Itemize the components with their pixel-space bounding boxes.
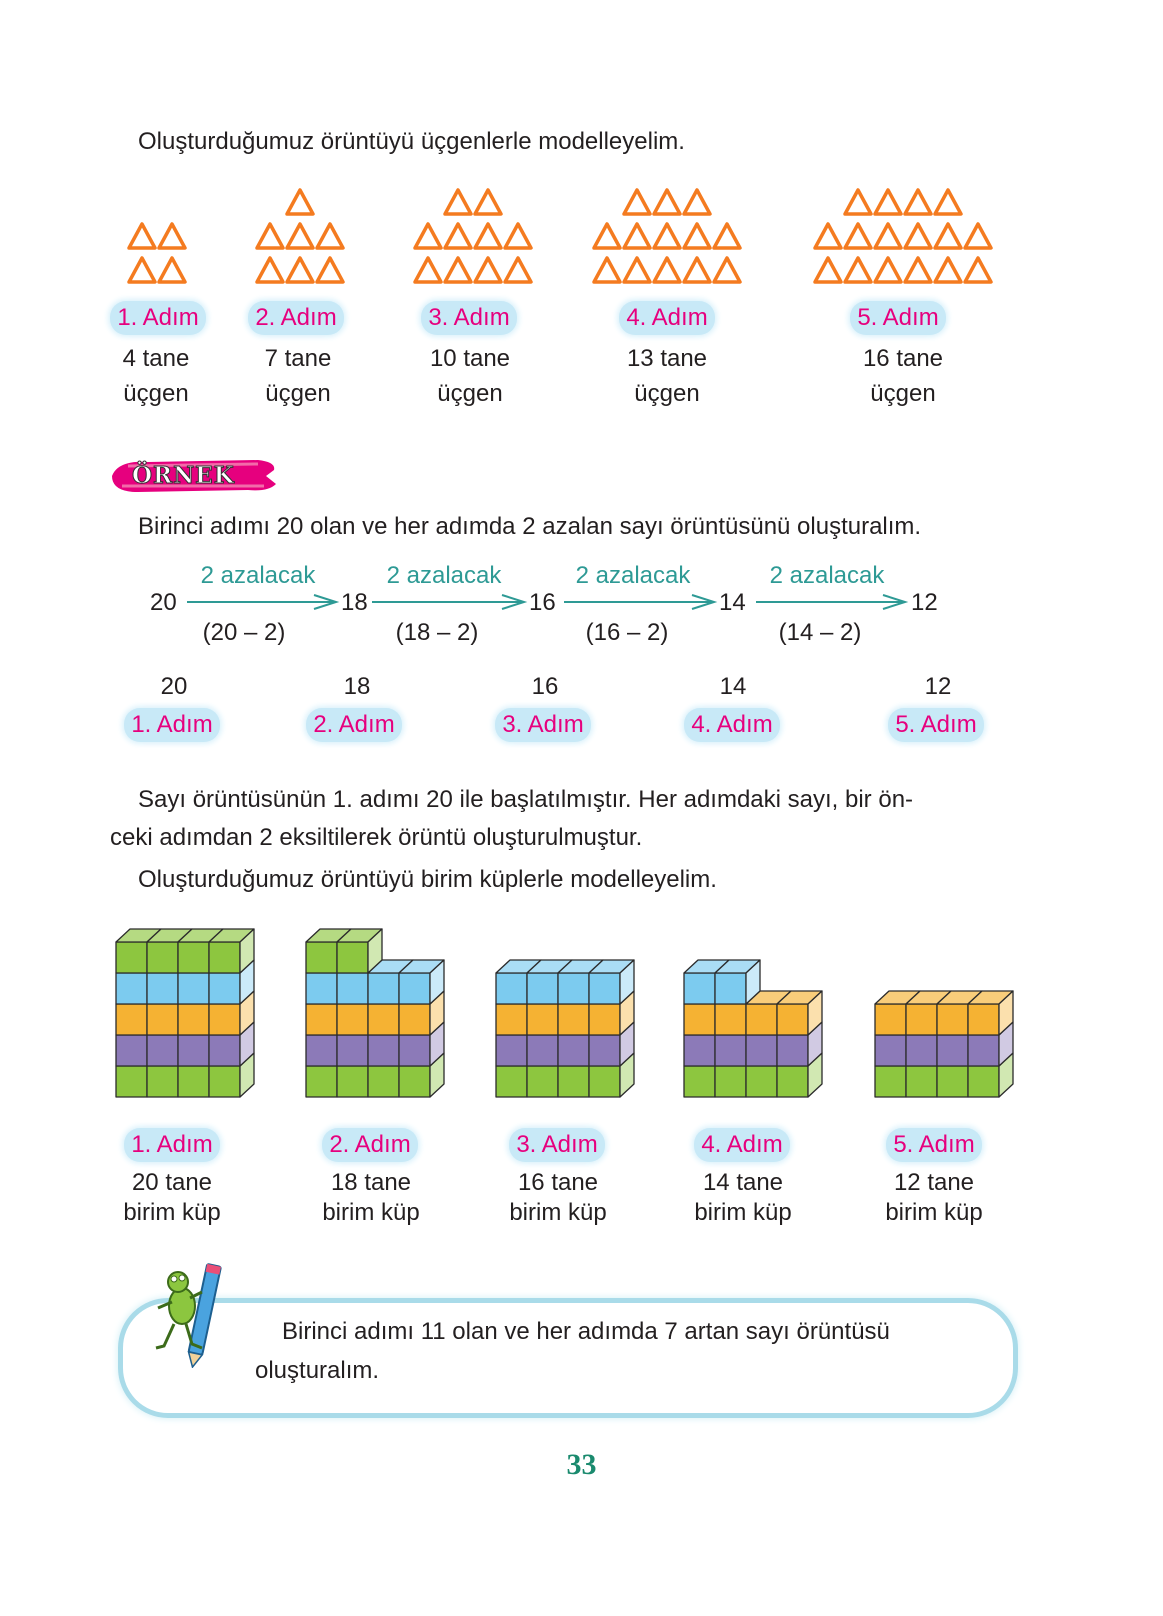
step-value-2: 18 xyxy=(343,673,371,700)
triangle-count-2: 7 tane üçgen xyxy=(264,345,332,407)
step-value-1: 20 xyxy=(160,673,188,700)
cube-count-5: 12 tane birim küp xyxy=(885,1169,983,1226)
unit-cube xyxy=(178,1035,209,1066)
page-number: 33 xyxy=(566,1448,597,1481)
unit-cube xyxy=(937,1035,968,1066)
step-value-5: 12 xyxy=(924,673,952,700)
unit-cube xyxy=(306,1035,337,1066)
unit-cube xyxy=(968,1004,999,1035)
example-text: Birinci adımı 20 olan ve her adımda 2 azalan sayı örüntüsünü oluşturalım. xyxy=(138,513,922,540)
unit-cube xyxy=(306,973,337,1004)
unit-cube xyxy=(116,1035,147,1066)
task-frame xyxy=(118,1298,1018,1418)
unit-cube xyxy=(777,1035,808,1066)
step-badge-3: 3. Adım xyxy=(421,301,517,335)
unit-cube xyxy=(178,1066,209,1097)
unit-cube xyxy=(715,1004,746,1035)
step-badge-1: 1. Adım xyxy=(110,301,206,335)
cube-badge-3: 3. Adım xyxy=(509,1128,605,1162)
sequence-number-4: 14 xyxy=(719,589,746,616)
unit-cube xyxy=(337,1035,368,1066)
unit-cube xyxy=(684,973,715,1004)
triangle-count-4: 13 tane üçgen xyxy=(626,345,708,407)
step-badge-2: 2. Adım xyxy=(248,301,344,335)
unit-cube xyxy=(209,942,240,973)
cube-stack-2 xyxy=(306,929,444,1097)
unit-cube xyxy=(715,973,746,1004)
unit-cube xyxy=(337,942,368,973)
unit-cube xyxy=(527,1066,558,1097)
cube-count-3: 16 tane birim küp xyxy=(509,1169,607,1226)
unit-cube xyxy=(147,1004,178,1035)
unit-cube xyxy=(116,1066,147,1097)
unit-cube xyxy=(337,1004,368,1035)
unit-cube xyxy=(209,1066,240,1097)
unit-cube xyxy=(337,1066,368,1097)
unit-cube xyxy=(906,1004,937,1035)
cube-badge-5: 5. Adım xyxy=(886,1128,982,1162)
unit-cube xyxy=(399,1004,430,1035)
unit-cube xyxy=(777,1066,808,1097)
unit-cube xyxy=(147,1066,178,1097)
task-text-line-2: oluşturalım. xyxy=(255,1357,380,1384)
explanation-line-1: Sayı örüntüsünün 1. adımı 20 ile başlatılmıştır. Her adımdaki sayı, bir ön- xyxy=(138,786,914,813)
sequence-badge-5: 5. Adım xyxy=(888,708,984,742)
arrow-label-2: 2 azalacak xyxy=(386,562,502,589)
unit-cube xyxy=(746,1066,777,1097)
unit-cube xyxy=(875,1066,906,1097)
arrow-label-4: 2 azalacak xyxy=(769,562,885,589)
unit-cube xyxy=(589,1004,620,1035)
unit-cube xyxy=(558,973,589,1004)
unit-cube xyxy=(306,942,337,973)
unit-cube xyxy=(906,1035,937,1066)
frog-with-pencil-icon xyxy=(148,1258,228,1368)
unit-cube xyxy=(147,1035,178,1066)
triangle-count-5: 16 tane üçgen xyxy=(862,345,944,407)
unit-cube xyxy=(116,1004,147,1035)
unit-cube xyxy=(209,1004,240,1035)
unit-cube xyxy=(496,1066,527,1097)
task-text-line-1: Birinci adımı 11 olan ve her adımda 7 artan sayı örüntüsü xyxy=(282,1318,890,1345)
explanation-line-2: ceki adımdan 2 eksiltilerek örüntü oluşturulmuştur. xyxy=(110,824,643,851)
step-value-3: 16 xyxy=(531,673,559,700)
unit-cube xyxy=(937,1004,968,1035)
unit-cube xyxy=(399,1035,430,1066)
sequence-number-3: 16 xyxy=(529,589,556,616)
cube-badge-2: 2. Adım xyxy=(322,1128,418,1162)
sequence-number-5: 12 xyxy=(911,589,938,616)
unit-cube xyxy=(368,1066,399,1097)
unit-cube xyxy=(558,1004,589,1035)
step-badge-4: 4. Adım xyxy=(619,301,715,335)
unit-cube xyxy=(746,1004,777,1035)
unit-cube xyxy=(875,1035,906,1066)
sequence-badge-1: 1. Adım xyxy=(124,708,220,742)
step-value-4: 14 xyxy=(719,673,747,700)
unit-cube xyxy=(368,1004,399,1035)
sequence-number-1: 20 xyxy=(150,589,177,616)
unit-cube xyxy=(875,1004,906,1035)
cube-stack-1 xyxy=(116,929,254,1097)
cube-badge-4: 4. Adım xyxy=(694,1128,790,1162)
intro-cubes-text: Oluşturduğumuz örüntüyü birim küplerle modelleyelim. xyxy=(138,866,717,893)
cube-count-1: 20 tane birim küp xyxy=(123,1169,221,1226)
unit-cube xyxy=(684,1066,715,1097)
operation-1: (20 – 2) xyxy=(202,619,286,646)
unit-cube xyxy=(527,973,558,1004)
sequence-badge-4: 4. Adım xyxy=(684,708,780,742)
operation-3: (16 – 2) xyxy=(585,619,669,646)
sequence-number-2: 18 xyxy=(341,589,368,616)
cube-badge-1: 1. Adım xyxy=(124,1128,220,1162)
triangle-count-1: 4 tane üçgen xyxy=(122,345,190,407)
unit-cube xyxy=(968,1066,999,1097)
unit-cube xyxy=(399,1066,430,1097)
unit-cube xyxy=(906,1066,937,1097)
unit-cube xyxy=(116,942,147,973)
cube-stack-4 xyxy=(684,960,822,1097)
unit-cube xyxy=(178,973,209,1004)
step-badge-5: 5. Adım xyxy=(850,301,946,335)
unit-cube xyxy=(777,1004,808,1035)
cube-stack-5 xyxy=(875,991,1013,1097)
unit-cube xyxy=(496,1004,527,1035)
unit-cube xyxy=(147,942,178,973)
unit-cube xyxy=(209,1035,240,1066)
operation-2: (18 – 2) xyxy=(395,619,479,646)
unit-cube xyxy=(937,1066,968,1097)
example-label: ÖRNEK xyxy=(132,462,235,489)
unit-cube xyxy=(368,1035,399,1066)
unit-cube xyxy=(527,1035,558,1066)
unit-cube xyxy=(399,973,430,1004)
unit-cube xyxy=(715,1035,746,1066)
operation-4: (14 – 2) xyxy=(778,619,862,646)
arrow-label-1: 2 azalacak xyxy=(200,562,316,589)
unit-cube xyxy=(558,1066,589,1097)
unit-cube xyxy=(496,973,527,1004)
unit-cube xyxy=(178,1004,209,1035)
unit-cube xyxy=(684,1035,715,1066)
triangle-count-3: 10 tane üçgen xyxy=(429,345,511,407)
cube-count-4: 14 tane birim küp xyxy=(694,1169,792,1226)
unit-cube xyxy=(496,1035,527,1066)
intro-triangles-text: Oluşturduğumuz örüntüyü üçgenlerle modelleyelim. xyxy=(138,128,685,155)
unit-cube xyxy=(589,973,620,1004)
sequence-badge-2: 2. Adım xyxy=(306,708,402,742)
unit-cube xyxy=(684,1004,715,1035)
unit-cube xyxy=(306,1004,337,1035)
cube-stack-3 xyxy=(496,960,634,1097)
unit-cube xyxy=(147,973,178,1004)
unit-cube xyxy=(715,1066,746,1097)
unit-cube xyxy=(527,1004,558,1035)
sequence-badge-3: 3. Adım xyxy=(495,708,591,742)
unit-cube xyxy=(968,1035,999,1066)
arrow-label-3: 2 azalacak xyxy=(575,562,691,589)
unit-cube xyxy=(746,1035,777,1066)
unit-cube xyxy=(209,973,240,1004)
unit-cube xyxy=(368,973,399,1004)
unit-cube xyxy=(558,1035,589,1066)
unit-cube xyxy=(589,1066,620,1097)
unit-cube xyxy=(337,973,368,1004)
unit-cube xyxy=(178,942,209,973)
cube-count-2: 18 tane birim küp xyxy=(322,1169,420,1226)
unit-cube xyxy=(306,1066,337,1097)
unit-cube xyxy=(589,1035,620,1066)
unit-cube xyxy=(116,973,147,1004)
